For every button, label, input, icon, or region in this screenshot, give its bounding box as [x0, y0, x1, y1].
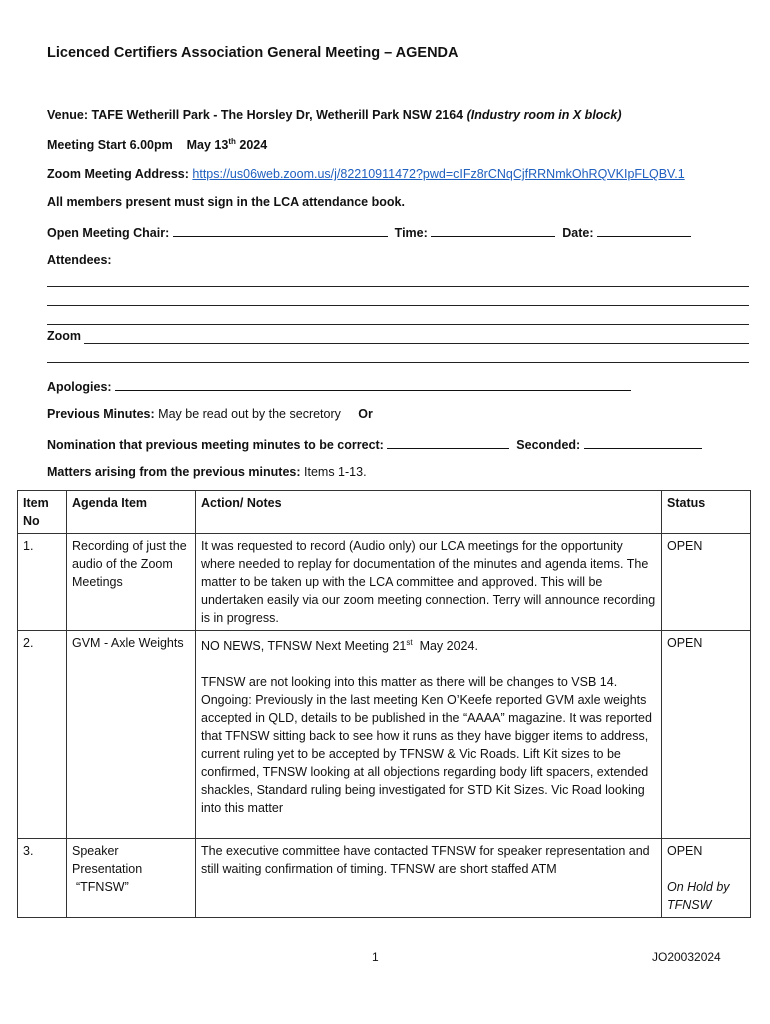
- notes-cell: It was requested to record (Audio only) our LCA meetings for the opportunity where needed to replay for documentation of the minutes and agenda items. The matter to be taken up with the LCA committee and approved. This will be undertaken easily via our zoom meeting connection. Terry will announce recording is in progress.: [196, 534, 662, 631]
- status-cell: OPEN: [662, 631, 751, 839]
- previous-minutes-or: Or: [358, 407, 373, 421]
- attendees-label: Attendees:: [47, 253, 112, 267]
- zoom-link[interactable]: https://us06web.zoom.us/j/82210911472?pwd=cIFz8rCNqCjfRRNmkOhRQVKIpFLQBV.1: [192, 167, 685, 181]
- date-label: Date:: [562, 226, 594, 240]
- venue-label: Venue:: [47, 108, 88, 122]
- page-number: 1: [372, 950, 379, 964]
- time-blank[interactable]: [431, 224, 555, 237]
- attendees-rule-3[interactable]: [47, 324, 749, 325]
- matters-arising-label: Matters arising from the previous minutes:: [47, 465, 301, 479]
- attendees-rule-4[interactable]: [47, 362, 749, 363]
- seconded-blank[interactable]: [584, 436, 702, 449]
- agenda-item-cell: GVM - Axle Weights: [67, 631, 196, 839]
- apologies-blank[interactable]: [115, 378, 631, 391]
- date-blank[interactable]: [597, 224, 691, 237]
- notes-cell: [196, 631, 662, 839]
- attendees-rule-1[interactable]: [47, 286, 749, 287]
- zoom-address-label: Zoom Meeting Address:: [47, 167, 189, 181]
- meeting-start-label: Meeting Start 6.00pm: [47, 138, 173, 153]
- meeting-date-sup: th: [228, 137, 236, 146]
- header-action-notes: Action/ Notes: [196, 491, 662, 534]
- chair-blank[interactable]: [173, 224, 388, 237]
- previous-minutes-text: May be read out by the secretory: [158, 407, 341, 421]
- venue-note: (Industry room in X block): [466, 108, 622, 122]
- header-item-no: Item No: [18, 491, 67, 534]
- apologies-line: [47, 378, 631, 394]
- header-status: Status: [662, 491, 751, 534]
- zoom-attendees-rule[interactable]: [84, 343, 749, 344]
- attendees-rule-2[interactable]: [47, 305, 749, 306]
- row-number: 3.: [18, 839, 67, 918]
- document-reference: JO20032024: [652, 950, 721, 964]
- nomination-line: [47, 436, 702, 452]
- table-row: [18, 631, 751, 839]
- row-number: 2.: [18, 631, 67, 839]
- apologies-label: Apologies:: [47, 380, 112, 394]
- venue-line: [47, 108, 622, 122]
- meeting-date-suffix: 2024: [239, 138, 268, 153]
- notes-heading: NO NEWS, TFNSW Next Meeting 21st May 2024.: [201, 638, 478, 654]
- status-cell: OPEN On Hold by TFNSW: [662, 839, 751, 918]
- table-header-row: [18, 491, 751, 534]
- nomination-blank[interactable]: [387, 436, 509, 449]
- sign-in-notice: All members present must sign in the LCA attendance book.: [47, 195, 405, 209]
- header-agenda-item: Agenda Item: [67, 491, 196, 534]
- nomination-label: Nomination that previous meeting minutes to be correct:: [47, 438, 384, 452]
- seconded-label: Seconded:: [516, 438, 581, 452]
- notes-cell: The executive committee have contacted TFNSW for speaker representation and still waiting confirmation of timing. TFNSW are short staffed ATM: [196, 839, 662, 918]
- chair-line: [47, 224, 691, 240]
- status-note: On Hold by TFNSW: [667, 880, 730, 913]
- agenda-table: [17, 490, 751, 918]
- matters-arising-text: Items 1-13.: [304, 465, 367, 479]
- notes-paragraph: Ongoing: Previously in the last meeting Ken O’Keefe reported GVM axle weights accepted in QLD, details to be published in the “AAAA” magazine. It was reported that TFNSW sitting back to see how it runs as they have bigger items to address, current ruling yet to be accepted by TFNSW & Vic Roads. Lift Kit sizes to be confirmed, TFNSW looking at all objections regarding body lift spacers, extended shackles, Standard ruling being investigated for STD Kit Sizes. Vic Road looking into this matter: [201, 693, 652, 816]
- meeting-date-prefix: May 13: [186, 138, 229, 153]
- zoom-attendees-label: Zoom: [47, 329, 82, 343]
- table-row: [18, 534, 751, 631]
- agenda-item-cell: Recording of just the audio of the Zoom Meetings: [67, 534, 196, 631]
- row-number: 1.: [18, 534, 67, 631]
- document-title: Licenced Certifiers Association General Meeting – AGENDA: [47, 45, 459, 61]
- zoom-address-line: [47, 167, 685, 181]
- previous-minutes-label: Previous Minutes:: [47, 407, 155, 421]
- table-row: [18, 839, 751, 918]
- venue-text: TAFE Wetherill Park - The Horsley Dr, Wetherill Park NSW 2164: [91, 108, 464, 122]
- meeting-start-line: [47, 137, 267, 152]
- status-cell: OPEN: [662, 534, 751, 631]
- chair-label: Open Meeting Chair:: [47, 226, 170, 240]
- matters-arising-line: [47, 465, 367, 479]
- agenda-item-cell: Speaker Presentation “TFNSW”: [67, 839, 196, 918]
- notes-paragraph: TFNSW are not looking into this matter as there will be changes to VSB 14.: [201, 675, 618, 690]
- time-label: Time:: [394, 226, 428, 240]
- previous-minutes-line: [47, 407, 373, 421]
